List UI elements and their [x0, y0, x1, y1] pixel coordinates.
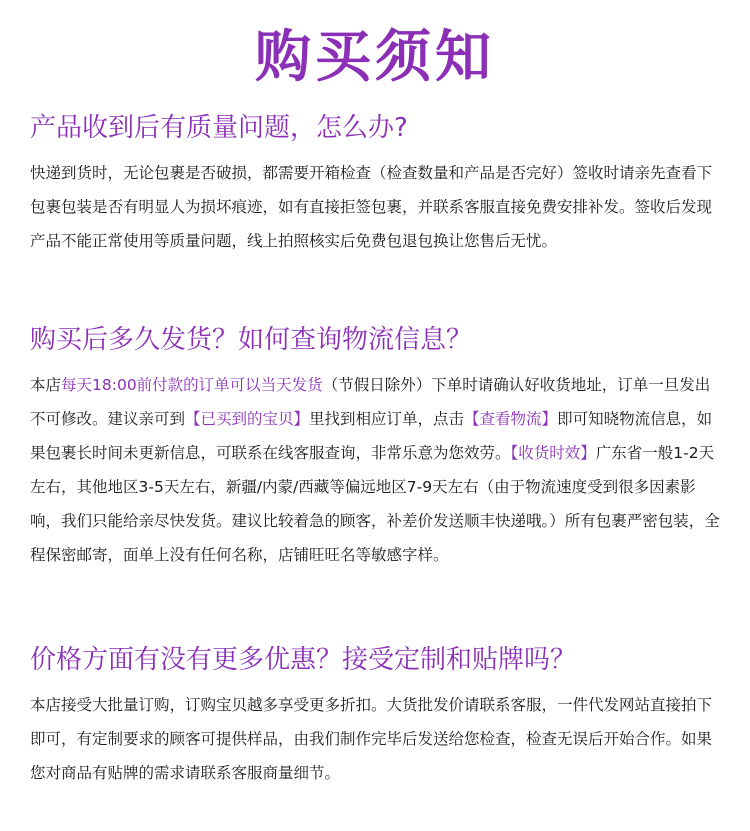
body-text: 广东省一般1-2天左右，其他地区3-5天左右，新疆/内蒙/西藏等偏远地区7-9天左右（由于物流速度受到很多因素影响，我们只能给亲尽快发货。建议比较着急的顾客，补差价发送顺丰快递哦。）所有包裹严密包装，全程保密邮寄，面单上没有任何名称，店铺旺旺名等敏感字样。 — [30, 444, 720, 564]
body-text: 即可知晓物流信息，如果包裹长时间未更新信息，可联系在线客服查询，非常乐意为您效劳。 — [30, 410, 713, 462]
section-quality-issues — [30, 108, 720, 258]
page-title: 购买须知 — [255, 25, 495, 90]
body-text: 本店 — [30, 376, 62, 394]
section-body: 快递到货时，无论包裹是否破损，都需要开箱检查（检查数量和产品是否完好）签收时请亲先查看下包裹包装是否有明显人为损坏痕迹，如有直接拒签包裹，并联系客服直接免费安排补发。签收后发现产品不能正常使用等质量问题，线上拍照核实后免费包退包换让您售后无忧。 — [30, 164, 713, 250]
section-heading: 购买后多久发货？如何查询物流信息？ — [30, 325, 473, 355]
highlight-delivery-time: 【收货时效】 — [510, 444, 596, 462]
body-text: 里找到相应订单，点击 — [309, 410, 465, 428]
section-heading: 产品收到后有质量问题，怎么办? — [30, 113, 408, 143]
section-pricing — [30, 640, 720, 790]
section-heading: 价格方面有没有更多优惠？接受定制和贴牌吗？ — [30, 645, 577, 675]
section-body: 本店接受大批量订购，订购宝贝越多享受更多折扣。大货批发价请联系客服，一件代发网站直接拍下即可，有定制要求的顾客可提供样品，由我们制作完毕后发送给您检查，检查无误后开始合作。如果您对商品有贴牌的需求请联系客服商量细节。 — [30, 696, 713, 782]
highlight-view-logistics: 【查看物流】 — [464, 410, 558, 428]
section-body — [30, 368, 720, 572]
highlight-same-day-shipping: 每天18:00前付款的订单可以当天发货 — [61, 376, 323, 394]
section-shipping — [30, 320, 720, 572]
body-text: （节假日除外）下单时请确认好收货地址，订单一旦发出不可修改。建议亲可到 — [30, 376, 711, 428]
highlight-purchased-items: 【已买到的宝贝】 — [185, 410, 310, 428]
